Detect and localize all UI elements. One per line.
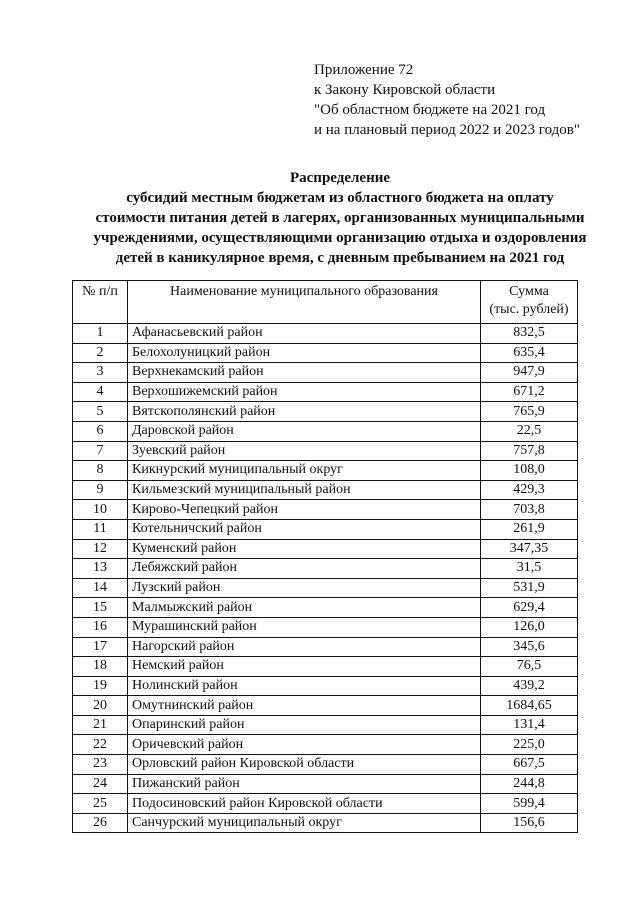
table-row bbox=[73, 421, 578, 441]
row-municipality: Куменский район bbox=[128, 539, 481, 559]
row-municipality: Нагорский район bbox=[128, 637, 481, 657]
row-municipality: Котельничский район bbox=[128, 519, 481, 539]
title-line-4: учреждениями, осуществляющими организацию отдыха и оздоровления bbox=[93, 230, 587, 246]
row-municipality: Мурашинский район bbox=[128, 617, 481, 637]
row-municipality: Кильмезский муниципальный район bbox=[128, 480, 481, 500]
table-row bbox=[73, 559, 578, 579]
row-sum: 31,5 bbox=[481, 559, 578, 579]
row-municipality: Нолинский район bbox=[128, 676, 481, 696]
row-sum: 156,6 bbox=[481, 813, 578, 833]
row-number: 13 bbox=[73, 559, 128, 579]
table-row bbox=[73, 715, 578, 735]
table-row bbox=[73, 519, 578, 539]
row-sum: 1684,65 bbox=[481, 696, 578, 716]
row-sum: 225,0 bbox=[481, 735, 578, 755]
row-sum: 832,5 bbox=[481, 324, 578, 344]
table-row bbox=[73, 598, 578, 618]
row-sum: 108,0 bbox=[481, 461, 578, 481]
row-municipality: Санчурский муниципальный округ bbox=[128, 813, 481, 833]
table-row bbox=[73, 480, 578, 500]
row-sum: 765,9 bbox=[481, 402, 578, 422]
row-sum: 599,4 bbox=[481, 794, 578, 814]
row-municipality: Оричевский район bbox=[128, 735, 481, 755]
row-sum: 667,5 bbox=[481, 755, 578, 775]
table-row bbox=[73, 441, 578, 461]
document-title bbox=[40, 168, 640, 268]
row-sum: 757,8 bbox=[481, 441, 578, 461]
row-number: 22 bbox=[73, 735, 128, 755]
row-sum: 531,9 bbox=[481, 578, 578, 598]
table-row bbox=[73, 735, 578, 755]
row-municipality: Опаринский район bbox=[128, 715, 481, 735]
title-line-2: субсидий местным бюджетам из областного бюджета на оплату bbox=[126, 190, 554, 206]
row-municipality: Верхошижемский район bbox=[128, 382, 481, 402]
row-municipality: Белохолуницкий район bbox=[128, 343, 481, 363]
row-number: 23 bbox=[73, 755, 128, 775]
table-row bbox=[73, 637, 578, 657]
row-number: 19 bbox=[73, 676, 128, 696]
table-row bbox=[73, 461, 578, 481]
table-body bbox=[73, 324, 578, 833]
row-number: 1 bbox=[73, 324, 128, 344]
row-number: 9 bbox=[73, 480, 128, 500]
table-row bbox=[73, 363, 578, 383]
row-sum: 76,5 bbox=[481, 657, 578, 677]
row-municipality: Даровской район bbox=[128, 421, 481, 441]
appendix-header bbox=[314, 60, 580, 140]
subsidy-table-container bbox=[72, 280, 578, 833]
row-number: 25 bbox=[73, 794, 128, 814]
row-municipality: Кирово-Чепецкий район bbox=[128, 500, 481, 520]
row-sum: 703,8 bbox=[481, 500, 578, 520]
header-sum-unit: (тыс. рублей) bbox=[489, 302, 569, 317]
table-row bbox=[73, 539, 578, 559]
table-header-row bbox=[73, 281, 578, 324]
row-number: 4 bbox=[73, 382, 128, 402]
row-municipality: Подосиновский район Кировской области bbox=[128, 794, 481, 814]
row-number: 6 bbox=[73, 421, 128, 441]
row-municipality: Лебяжский район bbox=[128, 559, 481, 579]
row-sum: 261,9 bbox=[481, 519, 578, 539]
table-row bbox=[73, 500, 578, 520]
row-number: 3 bbox=[73, 363, 128, 383]
table-row bbox=[73, 657, 578, 677]
subsidy-table bbox=[72, 280, 578, 833]
row-number: 17 bbox=[73, 637, 128, 657]
row-sum: 244,8 bbox=[481, 774, 578, 794]
table-row bbox=[73, 696, 578, 716]
row-sum: 429,3 bbox=[481, 480, 578, 500]
row-number: 26 bbox=[73, 813, 128, 833]
row-number: 24 bbox=[73, 774, 128, 794]
row-number: 2 bbox=[73, 343, 128, 363]
row-sum: 635,4 bbox=[481, 343, 578, 363]
table-row bbox=[73, 774, 578, 794]
table-row bbox=[73, 794, 578, 814]
row-municipality: Зуевский район bbox=[128, 441, 481, 461]
table-row bbox=[73, 755, 578, 775]
row-sum: 345,6 bbox=[481, 637, 578, 657]
table-row bbox=[73, 617, 578, 637]
table-row bbox=[73, 813, 578, 833]
row-municipality: Лузский район bbox=[128, 578, 481, 598]
row-number: 11 bbox=[73, 519, 128, 539]
row-number: 12 bbox=[73, 539, 128, 559]
row-number: 7 bbox=[73, 441, 128, 461]
appendix-number: Приложение 72 bbox=[314, 62, 414, 78]
row-municipality: Афанасьевский район bbox=[128, 324, 481, 344]
row-number: 20 bbox=[73, 696, 128, 716]
table-row bbox=[73, 343, 578, 363]
appendix-law-ref: к Закону Кировской области bbox=[314, 82, 496, 98]
row-municipality: Орловский район Кировской области bbox=[128, 755, 481, 775]
row-municipality: Малмыжский район bbox=[128, 598, 481, 618]
row-sum: 629,4 bbox=[481, 598, 578, 618]
title-line-1: Распределение bbox=[289, 170, 391, 186]
appendix-law-period: и на плановый период 2022 и 2023 годов" bbox=[314, 122, 580, 138]
table-row bbox=[73, 402, 578, 422]
row-sum: 347,35 bbox=[481, 539, 578, 559]
row-number: 5 bbox=[73, 402, 128, 422]
table-row bbox=[73, 324, 578, 344]
row-number: 18 bbox=[73, 657, 128, 677]
header-sum-label: Сумма bbox=[509, 284, 549, 299]
row-municipality: Вятскополянский район bbox=[128, 402, 481, 422]
title-line-5: детей в каникулярное время, с дневным пребыванием на 2021 год bbox=[115, 250, 565, 266]
row-number: 14 bbox=[73, 578, 128, 598]
row-number: 21 bbox=[73, 715, 128, 735]
table-row bbox=[73, 578, 578, 598]
row-sum: 439,2 bbox=[481, 676, 578, 696]
header-num: № п/п bbox=[73, 281, 128, 324]
row-municipality: Пижанский район bbox=[128, 774, 481, 794]
header-sum bbox=[481, 281, 578, 324]
header-name: Наименование муниципального образования bbox=[128, 281, 481, 324]
row-number: 16 bbox=[73, 617, 128, 637]
table-row bbox=[73, 382, 578, 402]
table-row bbox=[73, 676, 578, 696]
row-sum: 22,5 bbox=[481, 421, 578, 441]
row-number: 8 bbox=[73, 461, 128, 481]
row-sum: 671,2 bbox=[481, 382, 578, 402]
row-sum: 947,9 bbox=[481, 363, 578, 383]
title-line-3: стоимости питания детей в лагерях, организованных муниципальными bbox=[95, 210, 585, 226]
row-sum: 126,0 bbox=[481, 617, 578, 637]
row-municipality: Немский район bbox=[128, 657, 481, 677]
row-municipality: Омутнинский район bbox=[128, 696, 481, 716]
row-number: 15 bbox=[73, 598, 128, 618]
row-municipality: Верхнекамский район bbox=[128, 363, 481, 383]
row-municipality: Кикнурский муниципальный округ bbox=[128, 461, 481, 481]
row-sum: 131,4 bbox=[481, 715, 578, 735]
appendix-law-title: "Об областном бюджете на 2021 год bbox=[314, 102, 546, 118]
row-number: 10 bbox=[73, 500, 128, 520]
